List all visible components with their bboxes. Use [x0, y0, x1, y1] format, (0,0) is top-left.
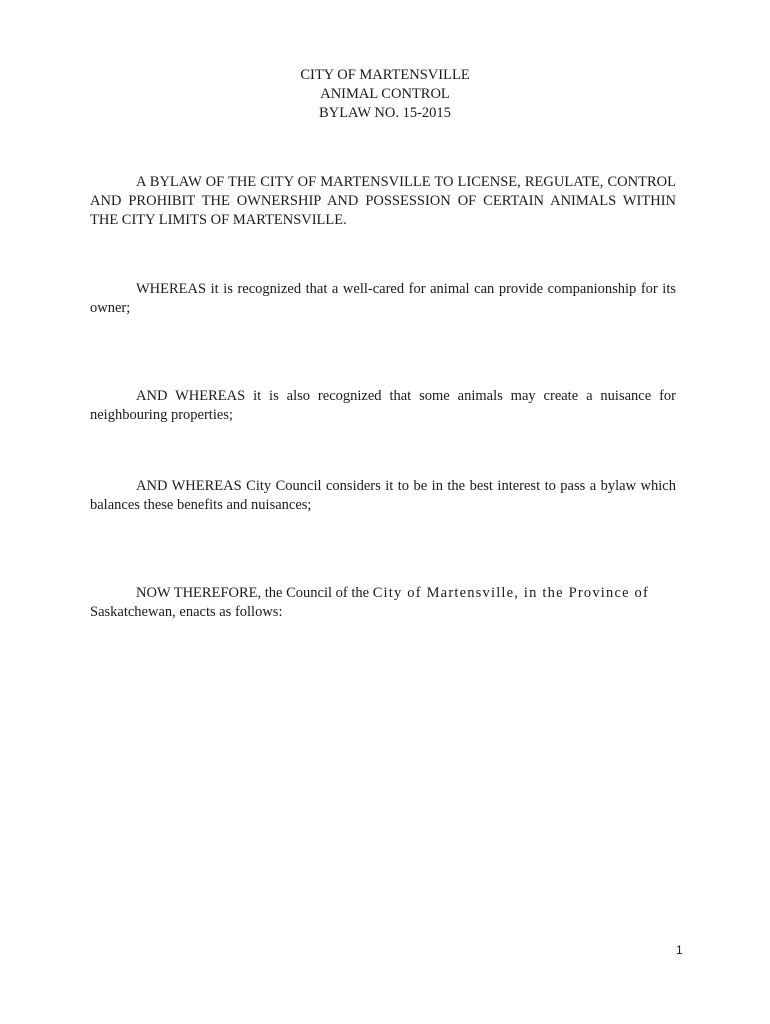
title-bylaw-number: BYLAW NO. 15-2015 — [319, 105, 451, 121]
whereas-paragraph-1 — [90, 280, 676, 318]
whereas-1-text: WHEREAS it is recognized that a well-cared for animal can provide companionship for its owner; — [90, 281, 676, 316]
enactment-text-3: Saskatchewan, enacts as follows: — [90, 604, 283, 620]
whereas-2-text: AND WHEREAS it is also recognized that some animals may create a nuisance for neighbouring properties; — [90, 388, 676, 423]
whereas-3-text: AND WHEREAS City Council considers it to be in the best interest to pass a bylaw which balances these benefits and nuisances; — [90, 478, 676, 513]
enactment-text-2: City of Martensville, in the Province of — [372, 585, 650, 601]
title-subject: ANIMAL CONTROL — [320, 86, 450, 102]
enactment-text-1: NOW THEREFORE, the Council of the — [136, 585, 373, 601]
page-number: 1 — [676, 943, 683, 957]
enactment-paragraph — [90, 584, 676, 622]
whereas-paragraph-2 — [90, 387, 676, 425]
preamble-paragraph — [90, 173, 676, 230]
title-city: CITY OF MARTENSVILLE — [300, 67, 470, 83]
whereas-paragraph-3 — [90, 477, 676, 515]
document-title — [0, 66, 770, 123]
preamble-text: A BYLAW OF THE CITY OF MARTENSVILLE TO LICENSE, REGULATE, CONTROL AND PROHIBIT THE OWNERSHIP AND POSSESSION OF CERTAIN ANIMALS WITHIN THE CITY LIMITS OF MARTENSVILLE. — [90, 174, 676, 228]
